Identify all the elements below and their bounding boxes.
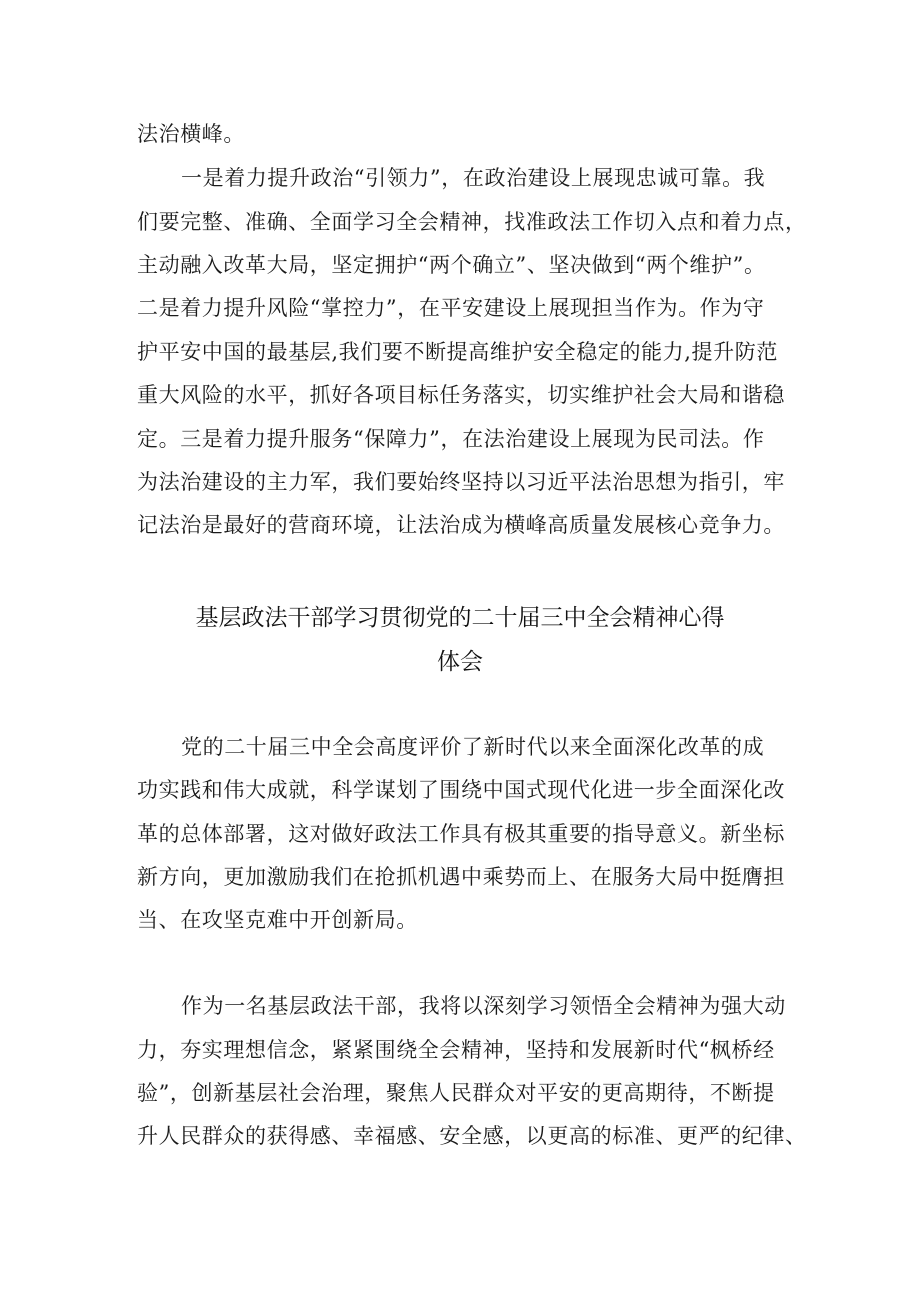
text-line: 记法治是最好的营商环境，让法治成为横峰高质量发展核心竞争力。 xyxy=(137,513,785,537)
text-line: 定。三是着力提升服务“保障力”，在法治建设上展现为民司法。作 xyxy=(137,427,765,451)
text-line: 法治横峰。 xyxy=(137,122,245,146)
text-line: 革的总体部署，这对做好政法工作具有极其重要的指导意义。新坐标 xyxy=(137,822,785,846)
article-title-continued: 体会 xyxy=(437,649,483,675)
text-line: 党的二十届三中全会高度评价了新时代以来全面深化改革的成 xyxy=(181,735,765,759)
text-line: 当、在攻坚克难中开创新局。 xyxy=(137,908,418,932)
text-line: 二是着力提升风险“掌控力”，在平安建设上展现担当作为。作为守 xyxy=(137,296,765,320)
text-line: 作为一名基层政法干部，我将以深刻学习领悟全会精神为强大动 xyxy=(181,994,786,1018)
text-line: 一是着力提升政治“引领力”，在政治建设上展现忠诚可靠。我 xyxy=(181,166,766,190)
text-line: 验”，创新基层社会治理，聚焦人民群众对平安的更高期待，不断提 xyxy=(137,1081,775,1105)
text-line: 力，夯实理想信念，紧紧围绕全会精神，坚持和发展新时代“枫桥经 xyxy=(137,1038,775,1062)
text-line: 护平安中国的最基层,我们要不断提高维护安全稳定的能力,提升防范 xyxy=(137,340,778,364)
text-line: 为法治建设的主力军，我们要始终坚持以习近平法治思想为指引，牢 xyxy=(137,470,785,494)
text-line: 们要完整、准确、全面学习全会精神，找准政法工作切入点和着力点， xyxy=(137,210,807,234)
text-line: 主动融入改革大局，坚定拥护“两个确立”、坚决做到“两个维护”。 xyxy=(137,253,766,277)
article-title: 基层政法干部学习贯彻党的二十届三中全会精神心得 xyxy=(195,605,725,631)
text-line: 重大风险的水平，抓好各项目标任务落实，切实维护社会大局和谐稳 xyxy=(137,383,785,407)
text-line: 新方向，更加激励我们在抢抓机遇中乘势而上、在服务大局中挺膺担 xyxy=(137,865,785,889)
text-line: 功实践和伟大成就，科学谋划了围绕中国式现代化进一步全面深化改 xyxy=(137,778,785,802)
text-line: 升人民群众的获得感、幸福感、安全感，以更高的标准、更严的纪律、 xyxy=(137,1124,807,1148)
